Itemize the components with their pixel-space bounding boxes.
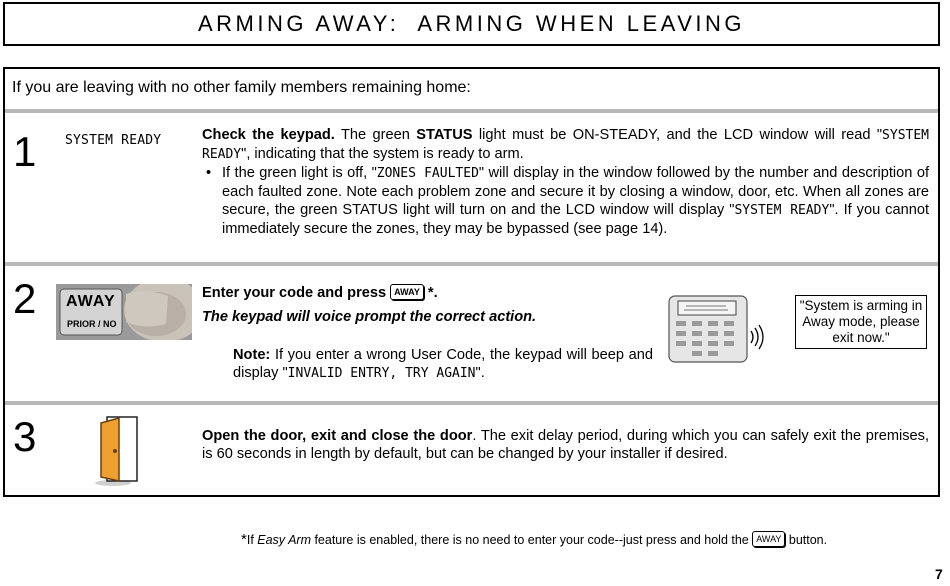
step-1-text-c: ", indicating that the system is ready to arm. (241, 146, 524, 162)
step-2-row (5, 266, 938, 405)
intro-text: If you are leaving with no other family members remaining home: (12, 79, 471, 96)
step-1-text (202, 126, 929, 238)
step-2-note (233, 346, 653, 383)
title-box (3, 2, 940, 46)
step-3-heading: Open the door, exit and close the door (202, 428, 473, 444)
note-text-a: If you enter a wrong User Code, the keypad will beep and display " (233, 347, 653, 381)
lcd-inline-zones-faulted: ZONES FAULTED (376, 166, 479, 181)
footnote-away-key-icon: AWAY (752, 531, 785, 547)
away-key-sublabel: PRIOR / NO (67, 319, 117, 329)
step-2-voice-prompt: The keypad will voice prompt the correct action. (202, 309, 537, 325)
step-1-number: 1 (13, 128, 37, 175)
step-2-text (202, 284, 662, 326)
step-1-heading: Check the keypad. (202, 127, 335, 143)
lcd-inline-system-ready-2: SYSTEM READY (734, 203, 830, 218)
note-label: Note: (233, 347, 271, 363)
step-1-bullet (202, 164, 929, 238)
step-3-number: 3 (13, 413, 37, 460)
keypad-icon (668, 295, 768, 365)
intro-row (5, 69, 938, 113)
lcd-inline-system-ready: SYSTEM READY (202, 128, 930, 162)
step-1-text-b: light must be ON-STEADY, and the LCD window will read " (472, 127, 883, 143)
bullet-text-c: ". If you cannot immediately secure the zones, they may be bypassed (see page 14). (222, 202, 929, 237)
instruction-table (3, 67, 940, 497)
footnote (241, 531, 827, 548)
footnote-easy-arm: Easy Arm (257, 533, 311, 547)
bullet-text-b: " will display in the window followed by the number and description of each faulted zone. Note each problem zone and secure it by closing a window, door, etc. When all zones are secure, the green STATUS light will turn on and the LCD window will display " (222, 165, 930, 218)
footnote-text-c: button. (785, 533, 828, 547)
step-2-line-1 (202, 284, 662, 302)
step-1-lcd-display: SYSTEM READY (65, 133, 162, 148)
step-1-main-paragraph (202, 126, 929, 164)
footnote-text-b: feature is enabled, there is no need to enter your code--just press and hold the (310, 533, 753, 547)
status-word: STATUS (416, 127, 473, 143)
note-text-b: ". (475, 365, 485, 381)
footnote-text-a: If (246, 533, 258, 547)
door-icon (91, 415, 143, 487)
step-2-line-1-a: Enter your code and press (202, 285, 391, 301)
bullet-icon: • (206, 165, 212, 181)
footnote-star: * (241, 531, 247, 548)
step-1-row (5, 113, 938, 266)
away-button-photo (56, 284, 192, 340)
lcd-inline-invalid-entry: INVALID ENTRY, TRY AGAIN (287, 366, 476, 381)
away-key-icon: AWAY (390, 284, 424, 300)
away-key-label: AWAY (66, 293, 116, 310)
step-3-body: . The exit delay period, during which you can safely exit the premises, is 60 seconds in length by default, but can be changed by your installer if desired. (202, 428, 929, 462)
page-number: 7 (935, 566, 943, 582)
bullet-text-a: If the green light is off, " (222, 165, 377, 181)
step-2-line-1-b: *. (423, 285, 438, 301)
step-3-row (5, 405, 938, 495)
voice-prompt-bubble: "System is arming in Away mode, please exit now." (795, 295, 927, 349)
step-2-number: 2 (13, 275, 37, 322)
step-1-text-a: The green (334, 127, 417, 143)
step-3-text (202, 427, 929, 463)
page-title: ARMING AWAY: ARMING WHEN LEAVING (197, 11, 745, 36)
